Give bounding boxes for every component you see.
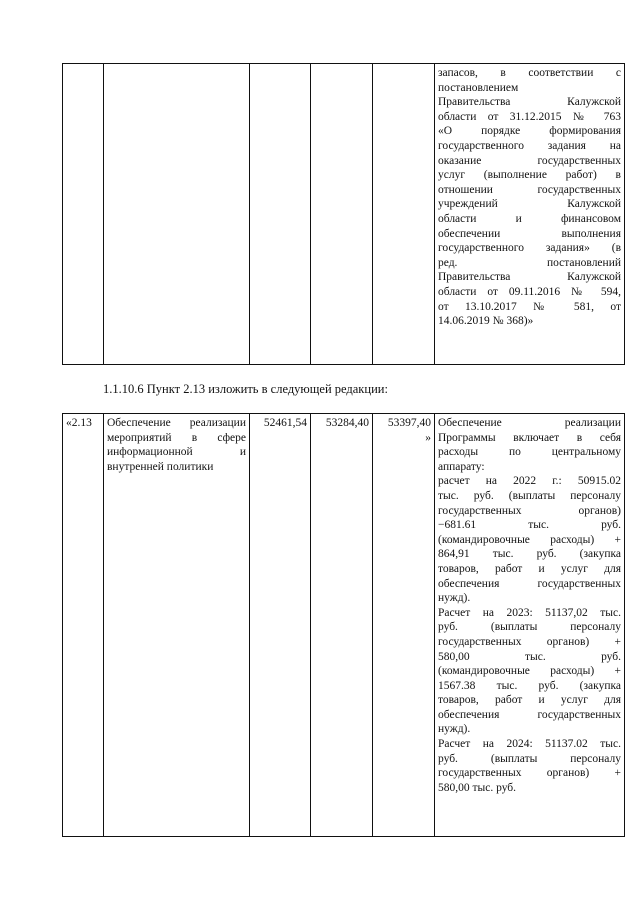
description-line: отношении государственных <box>438 183 621 196</box>
description-line: товаров, работ и услуг для <box>438 694 621 707</box>
description-line: оказание государственных <box>438 154 621 167</box>
description-line: (командировочные расходы) + <box>438 533 621 546</box>
cell-value-2024 <box>373 64 435 365</box>
description-line: 580,00 тыс. руб. <box>438 650 621 663</box>
cell-value-2022: 52461,54 <box>250 414 311 837</box>
cell-number: «2.13 <box>63 414 104 837</box>
table-row <box>63 64 625 365</box>
table-row <box>63 414 625 837</box>
description-line: −681.61 тыс. руб. <box>438 519 621 532</box>
cell-description <box>435 64 625 365</box>
amended-item-table <box>62 413 625 837</box>
description-line: расходы по центральному <box>438 446 621 459</box>
description-line: Расчет на 2024: 51137.02 тыс. <box>438 738 621 751</box>
description-line: ред. постановлений <box>438 256 621 269</box>
description-line: обеспечения государственных <box>438 708 621 721</box>
continuation-table <box>62 63 625 365</box>
description-line: государственных органов) + <box>438 635 621 648</box>
amendment-instruction: 1.1.10.6 Пункт 2.13 изложить в следующей редакции: <box>103 382 388 396</box>
cell-number <box>63 64 104 365</box>
description-line: 864,91 тыс. руб. (закупка <box>438 548 621 561</box>
description-line: «О порядке формирования <box>438 125 621 138</box>
description-line: области и финансовом <box>438 212 621 225</box>
description-line: области от 31.12.2015 № 763 <box>438 110 621 123</box>
cell-name: Обеспечение реализации мероприятий в сфере информационной и внутренней политики <box>104 414 250 837</box>
cell-value-2022 <box>250 64 311 365</box>
description-line: товаров, работ и услуг для <box>438 562 621 575</box>
description-line: Правительства Калужской <box>438 271 621 284</box>
description-line: государственных органов) + <box>438 767 621 780</box>
cell-value-2024 <box>373 414 435 837</box>
description-line: обеспечения государственных <box>438 577 621 590</box>
description-line: 14.06.2019 № 368)» <box>438 315 534 328</box>
description-line: нужд). <box>438 592 471 605</box>
description-line: запасов, в соответствии с <box>438 67 621 79</box>
value-2024: 53397,40 <box>387 417 431 429</box>
description-line: тыс. руб. (выплаты персоналу <box>438 489 621 502</box>
description-line: обеспечении выполнения <box>438 227 621 240</box>
description-line: Правительства Калужской <box>438 96 621 109</box>
cell-description <box>435 414 625 837</box>
description-line: 580,00 тыс. руб. <box>438 781 517 794</box>
description-line: расчет на 2022 г.: 50915.02 <box>438 475 621 488</box>
description-line: государственного задания на <box>438 139 621 152</box>
description-line: государственных органов) <box>438 504 621 517</box>
description-line: Обеспечение реализации <box>438 417 621 429</box>
description-line: руб. (выплаты персоналу <box>438 621 621 634</box>
cell-name <box>104 64 250 365</box>
description-line: государственного задания» (в <box>438 242 621 255</box>
description-line: учреждений Калужской <box>438 198 621 211</box>
description-line: постановлением <box>438 81 519 94</box>
description-line: Программы включает в себя <box>438 431 621 444</box>
description-line: аппарату: <box>438 460 485 473</box>
closing-quote: » <box>425 431 431 444</box>
cell-value-2023: 53284,40 <box>311 414 373 837</box>
description-line: (командировочные расходы) + <box>438 665 621 678</box>
description-line: области от 09.11.2016 № 594, <box>438 285 621 298</box>
description-line: нужд). <box>438 723 471 736</box>
description-line: от 13.10.2017 № 581, от <box>438 300 621 313</box>
cell-value-2023 <box>311 64 373 365</box>
description-line: руб. (выплаты персоналу <box>438 752 621 765</box>
description-line: Расчет на 2023: 51137,02 тыс. <box>438 606 621 619</box>
description-line: 1567.38 тыс. руб. (закупка <box>438 679 621 692</box>
description-line: услуг (выполнение работ) в <box>438 169 621 182</box>
